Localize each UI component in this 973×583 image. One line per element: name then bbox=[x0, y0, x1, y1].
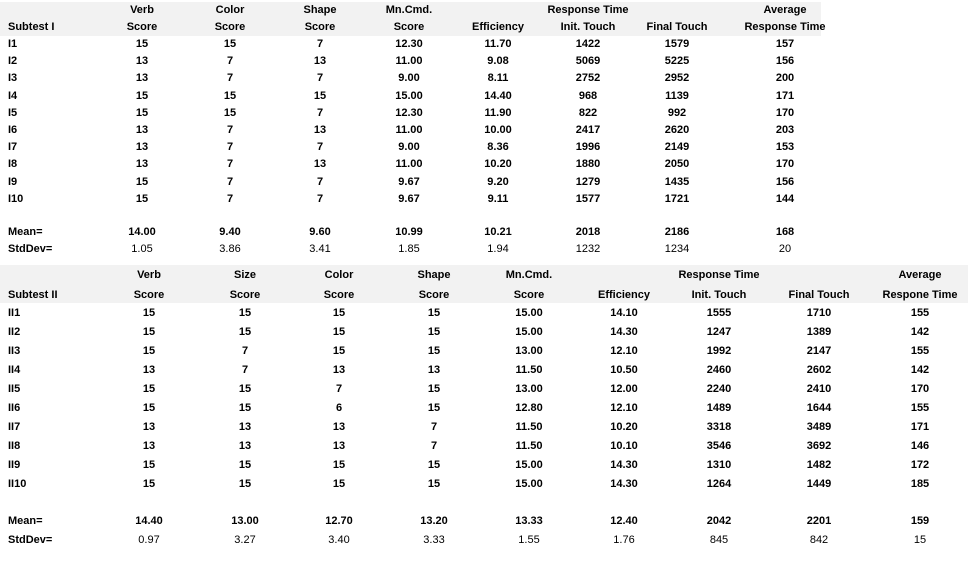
cell-color: 13 bbox=[332, 440, 346, 452]
cell-init-touch: 1247 bbox=[706, 326, 732, 338]
cell-init-touch: Response Time bbox=[678, 269, 760, 281]
cell-mncmd: 11.00 bbox=[395, 124, 423, 136]
cell-avg-response: Respone Time bbox=[882, 289, 958, 301]
cell-mncmd: 12.30 bbox=[395, 106, 423, 119]
cell-shape: 15 bbox=[427, 383, 441, 395]
cell-verb: 13 bbox=[142, 440, 156, 452]
cell-color: 7 bbox=[226, 124, 234, 136]
cell-efficiency: Efficiency bbox=[472, 21, 524, 33]
cell-mncmd: 15.00 bbox=[515, 478, 543, 490]
cell-mncmd: 11.50 bbox=[515, 421, 543, 433]
cell-subtest: II8 bbox=[8, 440, 21, 452]
cell-final-touch: 1449 bbox=[806, 478, 832, 490]
cell-verb: 15 bbox=[135, 89, 149, 102]
cell-verb: 13 bbox=[135, 141, 149, 154]
cell-size: 13 bbox=[238, 421, 252, 433]
cell-final-touch: 2620 bbox=[664, 124, 690, 136]
cell-shape: 15 bbox=[313, 89, 327, 102]
cell-verb: 15 bbox=[142, 383, 156, 395]
cell-mncmd: 1.55 bbox=[518, 534, 540, 546]
cell-avg-response: 171 bbox=[775, 89, 795, 102]
cell-avg-response: 142 bbox=[910, 364, 930, 376]
cell-shape: Score bbox=[418, 289, 450, 301]
cell-color: 3.40 bbox=[328, 534, 350, 546]
cell-mncmd: 10.99 bbox=[395, 226, 423, 238]
cell-init-touch: 1279 bbox=[575, 175, 601, 188]
cell-final-touch: 1721 bbox=[664, 192, 690, 205]
cell-color: 7 bbox=[226, 141, 234, 154]
cell-mncmd: 13.00 bbox=[515, 345, 543, 357]
cell-init-touch: 845 bbox=[709, 534, 729, 546]
cell-init-touch: 1310 bbox=[706, 459, 732, 471]
cell-efficiency: 1.94 bbox=[487, 243, 509, 255]
cell-shape: 7 bbox=[430, 440, 438, 452]
cell-shape: 9.60 bbox=[309, 226, 331, 238]
cell-mncmd: 15.00 bbox=[515, 326, 543, 338]
cell-shape: 7 bbox=[316, 141, 324, 154]
cell-verb: Verb bbox=[137, 269, 161, 281]
cell-avg-response: 157 bbox=[775, 38, 795, 50]
cell-verb: 15 bbox=[135, 38, 149, 50]
cell-shape: 15 bbox=[427, 478, 441, 490]
cell-avg-response: 203 bbox=[775, 124, 795, 136]
cell-avg-response: 15 bbox=[913, 534, 927, 546]
cell-size: 15 bbox=[238, 459, 252, 471]
cell-color: 15 bbox=[332, 307, 346, 319]
cell-efficiency: 12.10 bbox=[610, 402, 638, 414]
cell-avg-response: 153 bbox=[775, 141, 795, 154]
cell-subtest: II7 bbox=[8, 421, 21, 433]
cell-mncmd: 12.80 bbox=[515, 402, 543, 414]
cell-avg-response: Average bbox=[898, 269, 942, 281]
cell-verb: 13 bbox=[135, 72, 149, 85]
cell-subtest: II3 bbox=[8, 345, 21, 357]
cell-mncmd: 15.00 bbox=[515, 459, 543, 471]
cell-final-touch: 3692 bbox=[806, 440, 832, 452]
cell-size: 13.00 bbox=[231, 515, 259, 527]
cell-avg-response: 170 bbox=[910, 383, 930, 395]
cell-efficiency: 10.10 bbox=[610, 440, 638, 452]
cell-subtest: II4 bbox=[8, 364, 21, 376]
cell-color: Score bbox=[323, 289, 355, 301]
cell-verb: 14.40 bbox=[135, 515, 163, 527]
cell-init-touch: 3546 bbox=[706, 440, 732, 452]
cell-color: 7 bbox=[226, 175, 234, 188]
cell-subtest: I10 bbox=[8, 192, 24, 205]
cell-subtest: I3 bbox=[8, 72, 18, 85]
cell-init-touch: 3318 bbox=[706, 421, 732, 433]
cell-efficiency: 12.40 bbox=[610, 515, 638, 527]
cell-avg-response: 170 bbox=[775, 106, 795, 119]
cell-init-touch: Init. Touch bbox=[560, 21, 616, 33]
cell-mncmd: 13.33 bbox=[515, 515, 543, 527]
cell-final-touch: 1579 bbox=[664, 38, 690, 50]
cell-avg-response: 172 bbox=[910, 459, 930, 471]
cell-mncmd: Mn.Cmd. bbox=[385, 4, 433, 16]
cell-subtest: I2 bbox=[8, 55, 18, 68]
cell-efficiency: 12.00 bbox=[610, 383, 638, 395]
cell-shape: 13 bbox=[427, 364, 441, 376]
cell-mncmd: 11.00 bbox=[395, 55, 423, 68]
cell-mncmd: 11.00 bbox=[395, 158, 423, 171]
cell-efficiency: Efficiency bbox=[598, 289, 650, 301]
cell-avg-response: 185 bbox=[910, 478, 930, 490]
cell-mncmd: 15.00 bbox=[515, 307, 543, 319]
cell-color: Score bbox=[214, 21, 246, 33]
cell-init-touch: 1880 bbox=[575, 158, 601, 171]
cell-init-touch: 1992 bbox=[706, 345, 732, 357]
cell-size: 7 bbox=[241, 364, 249, 376]
cell-shape: 15 bbox=[427, 345, 441, 357]
cell-subtest: I4 bbox=[8, 89, 18, 102]
cell-final-touch: 2147 bbox=[806, 345, 832, 357]
cell-efficiency: 9.08 bbox=[487, 55, 509, 68]
cell-subtest: Mean= bbox=[8, 515, 43, 527]
cell-shape: 7 bbox=[316, 106, 324, 119]
cell-color: 7 bbox=[226, 72, 234, 85]
cell-init-touch: 822 bbox=[578, 106, 598, 119]
cell-final-touch: 1644 bbox=[806, 402, 832, 414]
cell-shape: Shape bbox=[303, 4, 337, 16]
cell-final-touch: 842 bbox=[809, 534, 829, 546]
cell-verb: 14.00 bbox=[128, 226, 156, 238]
cell-init-touch: 2752 bbox=[575, 72, 601, 85]
cell-efficiency: 10.20 bbox=[484, 158, 512, 171]
cell-init-touch: 2460 bbox=[706, 364, 732, 376]
cell-size: 3.27 bbox=[234, 534, 256, 546]
cell-subtest: II5 bbox=[8, 383, 21, 395]
cell-color: Color bbox=[324, 269, 354, 281]
cell-subtest: StdDev= bbox=[8, 243, 53, 255]
cell-final-touch: 2602 bbox=[806, 364, 832, 376]
cell-final-touch: 1234 bbox=[664, 243, 690, 255]
cell-final-touch: 2186 bbox=[664, 226, 690, 238]
cell-color: 7 bbox=[226, 192, 234, 205]
cell-final-touch: 2050 bbox=[664, 158, 690, 171]
cell-efficiency: 11.90 bbox=[484, 106, 512, 119]
cell-avg-response: 20 bbox=[778, 243, 792, 255]
cell-shape: 13 bbox=[313, 158, 327, 171]
cell-final-touch: 5225 bbox=[664, 55, 690, 68]
cell-init-touch: 1577 bbox=[575, 192, 601, 205]
cell-verb: 15 bbox=[142, 345, 156, 357]
cell-verb: 0.97 bbox=[138, 534, 160, 546]
cell-init-touch: Init. Touch bbox=[691, 289, 747, 301]
cell-init-touch: Response Time bbox=[547, 4, 629, 16]
cell-color: Color bbox=[215, 4, 245, 16]
cell-init-touch: 1264 bbox=[706, 478, 732, 490]
cell-mncmd: Score bbox=[513, 289, 545, 301]
cell-init-touch: 1489 bbox=[706, 402, 732, 414]
cell-shape: 13.20 bbox=[420, 515, 448, 527]
cell-shape: 7 bbox=[316, 72, 324, 85]
cell-avg-response: 144 bbox=[775, 192, 795, 205]
cell-verb: 15 bbox=[135, 192, 149, 205]
cell-final-touch: 992 bbox=[667, 106, 687, 119]
cell-mncmd: 12.30 bbox=[395, 38, 423, 50]
cell-avg-response: 170 bbox=[775, 158, 795, 171]
cell-efficiency: 14.30 bbox=[610, 326, 638, 338]
cell-avg-response: 156 bbox=[775, 55, 795, 68]
cell-mncmd: Score bbox=[393, 21, 425, 33]
cell-shape: Score bbox=[304, 21, 336, 33]
cell-final-touch: 1710 bbox=[806, 307, 832, 319]
cell-color: 13 bbox=[332, 364, 346, 376]
cell-final-touch: 1435 bbox=[664, 175, 690, 188]
cell-color: 15 bbox=[332, 345, 346, 357]
cell-avg-response: 146 bbox=[910, 440, 930, 452]
cell-efficiency: 8.11 bbox=[487, 72, 509, 85]
cell-color: 7 bbox=[335, 383, 343, 395]
cell-mncmd: 9.00 bbox=[398, 141, 420, 154]
cell-efficiency: 14.30 bbox=[610, 459, 638, 471]
cell-subtest: I9 bbox=[8, 175, 18, 188]
cell-final-touch: Final Touch bbox=[646, 21, 708, 33]
cell-efficiency: 8.36 bbox=[487, 141, 509, 154]
cell-shape: 15 bbox=[427, 307, 441, 319]
cell-verb: Verb bbox=[130, 4, 154, 16]
cell-efficiency: 14.40 bbox=[484, 89, 512, 102]
cell-efficiency: 1.76 bbox=[613, 534, 635, 546]
cell-size: 15 bbox=[238, 307, 252, 319]
cell-init-touch: 1422 bbox=[575, 38, 601, 50]
cell-size: 15 bbox=[238, 383, 252, 395]
cell-final-touch: 2410 bbox=[806, 383, 832, 395]
cell-final-touch: 1139 bbox=[665, 89, 689, 102]
cell-subtest: Mean= bbox=[8, 226, 43, 238]
cell-avg-response: 168 bbox=[775, 226, 795, 238]
cell-efficiency: 9.20 bbox=[487, 175, 509, 188]
cell-init-touch: 2240 bbox=[706, 383, 732, 395]
cell-init-touch: 2417 bbox=[575, 124, 601, 136]
cell-subtest: Subtest I bbox=[8, 21, 55, 33]
cell-verb: 15 bbox=[142, 478, 156, 490]
cell-subtest: I1 bbox=[8, 38, 18, 50]
cell-subtest: I7 bbox=[8, 141, 18, 154]
cell-efficiency: 14.30 bbox=[610, 478, 638, 490]
cell-verb: 15 bbox=[142, 307, 156, 319]
cell-shape: 7 bbox=[316, 38, 324, 50]
cell-subtest: I8 bbox=[8, 158, 18, 171]
cell-init-touch: 2018 bbox=[575, 226, 601, 238]
cell-init-touch: 968 bbox=[578, 89, 598, 102]
cell-final-touch: 1482 bbox=[806, 459, 832, 471]
cell-avg-response: Response Time bbox=[744, 21, 826, 33]
cell-subtest: II10 bbox=[8, 478, 27, 490]
cell-verb: Score bbox=[126, 21, 158, 33]
cell-efficiency: 10.20 bbox=[610, 421, 638, 433]
cell-shape: 7 bbox=[316, 175, 324, 188]
cell-avg-response: Average bbox=[763, 4, 807, 16]
cell-mncmd: 1.85 bbox=[398, 243, 420, 255]
cell-efficiency: 9.11 bbox=[487, 192, 509, 205]
cell-init-touch: 1996 bbox=[575, 141, 601, 154]
cell-init-touch: 2042 bbox=[706, 515, 732, 527]
cell-efficiency: 10.21 bbox=[484, 226, 512, 238]
cell-verb: 1.05 bbox=[131, 243, 153, 255]
cell-mncmd: 11.50 bbox=[515, 364, 543, 376]
cell-avg-response: 156 bbox=[775, 175, 795, 188]
cell-final-touch: 2201 bbox=[806, 515, 832, 527]
cell-verb: 13 bbox=[135, 55, 149, 68]
cell-color: 15 bbox=[223, 106, 237, 119]
cell-final-touch: 1389 bbox=[806, 326, 832, 338]
cell-color: 15 bbox=[223, 38, 237, 50]
cell-size: Score bbox=[229, 289, 261, 301]
cell-subtest: II6 bbox=[8, 402, 21, 414]
cell-avg-response: 142 bbox=[910, 326, 930, 338]
cell-init-touch: 5069 bbox=[575, 55, 601, 68]
cell-final-touch: 2149 bbox=[664, 141, 690, 154]
cell-shape: Shape bbox=[417, 269, 451, 281]
cell-avg-response: 200 bbox=[775, 72, 795, 85]
cell-size: 15 bbox=[238, 478, 252, 490]
cell-color: 13 bbox=[332, 421, 346, 433]
cell-color: 15 bbox=[332, 326, 346, 338]
cell-subtest: II2 bbox=[8, 326, 21, 338]
cell-color: 7 bbox=[226, 158, 234, 171]
cell-init-touch: 1555 bbox=[706, 307, 732, 319]
cell-avg-response: 171 bbox=[910, 421, 930, 433]
cell-color: 3.86 bbox=[219, 243, 241, 255]
cell-color: 6 bbox=[335, 402, 343, 414]
cell-efficiency: 12.10 bbox=[610, 345, 638, 357]
cell-verb: 15 bbox=[142, 326, 156, 338]
cell-avg-response: 155 bbox=[910, 402, 930, 414]
cell-color: 15 bbox=[332, 459, 346, 471]
cell-mncmd: 11.50 bbox=[515, 440, 543, 452]
cell-shape: 15 bbox=[427, 326, 441, 338]
cell-subtest: II9 bbox=[8, 459, 21, 471]
cell-subtest: Subtest II bbox=[8, 289, 58, 301]
cell-mncmd: 9.67 bbox=[398, 192, 420, 205]
cell-shape: 13 bbox=[313, 55, 327, 68]
cell-mncmd: 15.00 bbox=[395, 89, 423, 102]
cell-shape: 7 bbox=[316, 192, 324, 205]
cell-verb: 15 bbox=[142, 402, 156, 414]
cell-size: 15 bbox=[238, 326, 252, 338]
cell-subtest: I5 bbox=[8, 106, 18, 119]
cell-color: 15 bbox=[223, 89, 237, 102]
cell-efficiency: 14.10 bbox=[610, 307, 638, 319]
cell-size: 7 bbox=[241, 345, 249, 357]
cell-verb: 13 bbox=[142, 364, 156, 376]
cell-verb: 13 bbox=[142, 421, 156, 433]
cell-shape: 15 bbox=[427, 402, 441, 414]
cell-verb: 13 bbox=[135, 158, 149, 171]
cell-size: Size bbox=[233, 269, 257, 281]
cell-shape: 3.33 bbox=[423, 534, 445, 546]
cell-efficiency: 11.70 bbox=[484, 38, 512, 50]
cell-verb: 15 bbox=[142, 459, 156, 471]
cell-verb: 13 bbox=[135, 124, 149, 136]
cell-shape: 3.41 bbox=[309, 243, 331, 255]
cell-verb: Score bbox=[133, 289, 165, 301]
cell-subtest: I6 bbox=[8, 124, 18, 136]
cell-init-touch: 1232 bbox=[575, 243, 601, 255]
cell-avg-response: 155 bbox=[910, 345, 930, 357]
cell-shape: 15 bbox=[427, 459, 441, 471]
cell-final-touch: Final Touch bbox=[788, 289, 850, 301]
cell-mncmd: 9.00 bbox=[398, 72, 420, 85]
cell-verb: 15 bbox=[135, 175, 149, 188]
cell-final-touch: 2952 bbox=[664, 72, 690, 85]
cell-verb: 15 bbox=[135, 106, 149, 119]
cell-color: 15 bbox=[332, 478, 346, 490]
cell-shape: 13 bbox=[313, 124, 327, 136]
cell-color: 7 bbox=[226, 55, 234, 68]
cell-avg-response: 155 bbox=[910, 307, 930, 319]
cell-efficiency: 10.00 bbox=[484, 124, 512, 136]
cell-color: 9.40 bbox=[219, 226, 241, 238]
cell-mncmd: 9.67 bbox=[398, 175, 420, 188]
cell-size: 13 bbox=[238, 440, 252, 452]
cell-mncmd: 13.00 bbox=[515, 383, 543, 395]
cell-shape: 7 bbox=[430, 421, 438, 433]
cell-subtest: II1 bbox=[8, 307, 21, 319]
cell-efficiency: 10.50 bbox=[610, 364, 638, 376]
cell-avg-response: 159 bbox=[910, 515, 930, 527]
cell-color: 12.70 bbox=[325, 515, 353, 527]
cell-final-touch: 3489 bbox=[806, 421, 832, 433]
cell-size: 15 bbox=[238, 402, 252, 414]
cell-mncmd: Mn.Cmd. bbox=[505, 269, 553, 281]
cell-subtest: StdDev= bbox=[8, 534, 53, 546]
